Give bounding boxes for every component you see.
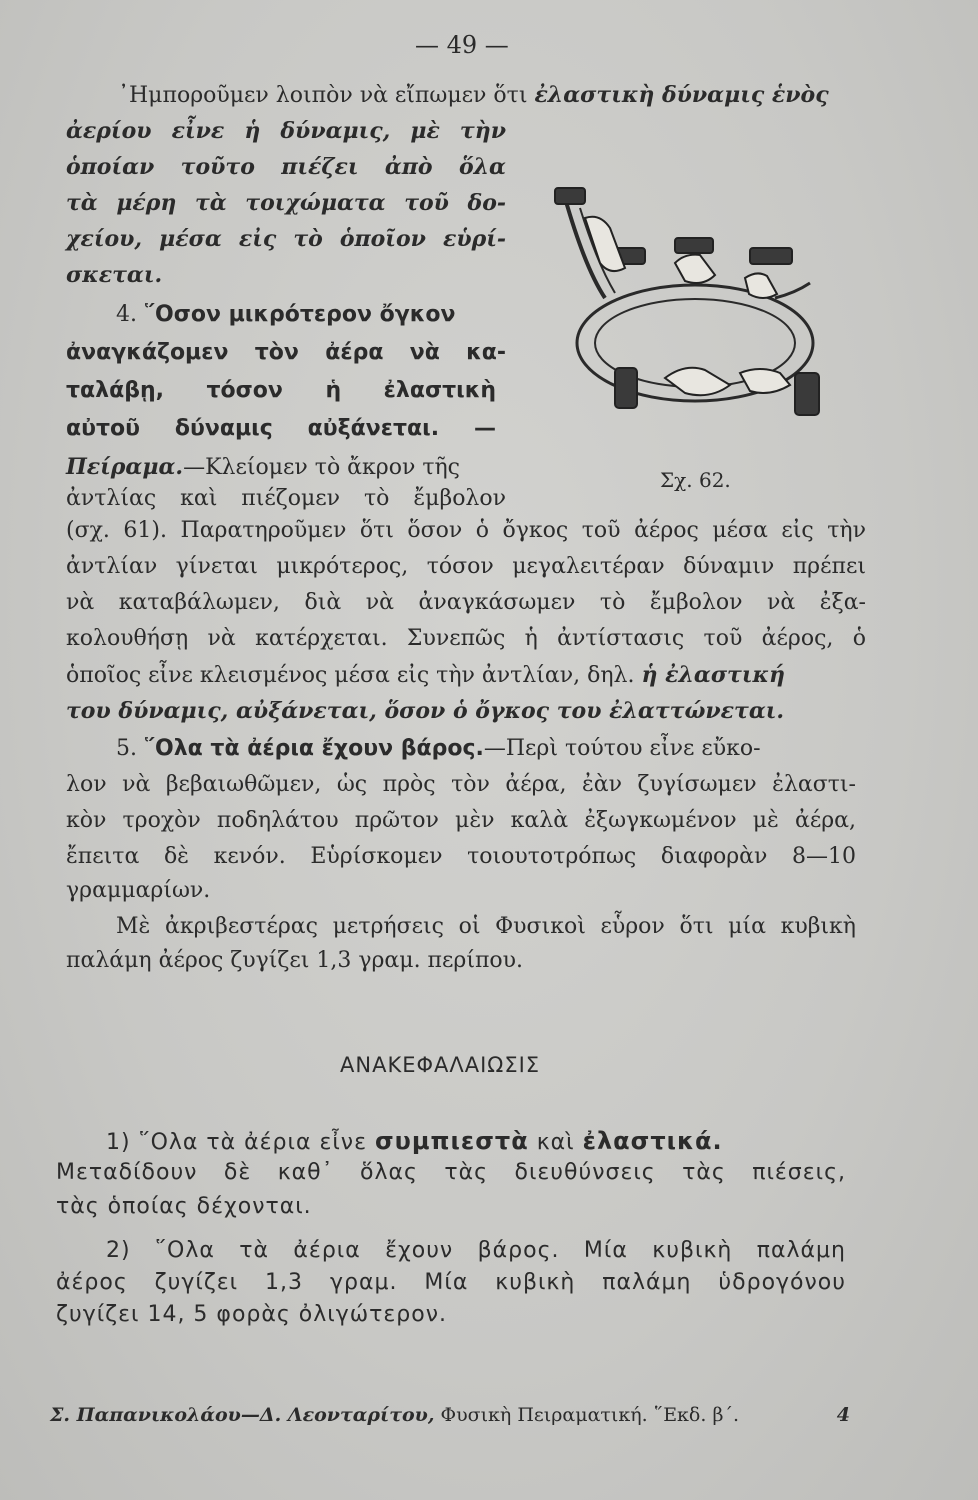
paragraph-line: ἀερίου εἶνε ἡ δύναμις, μὲ τὴν [66, 118, 506, 144]
paragraph-line: ὁποίαν τοῦτο πιέζει ἀπὸ ὅλα [66, 154, 506, 180]
figure-caption: Σχ. 62. [660, 468, 731, 492]
summary-line: ἀέρος ζυγίζει 1,3 γραμ. Μία κυβικὴ παλάμη ὑδρογόνου [56, 1270, 846, 1295]
section-heading-line: αὐτοῦ δύναμις αὐξάνεται. — [66, 416, 496, 441]
page-number: — 49 — [415, 31, 509, 59]
paragraph-line: (σχ. 61). Παρατηροῦμεν ὅτι ὅσον ὁ ὄγκος τοῦ ἀέρος μέσα εἰς τὴν [66, 518, 866, 543]
emphasis-text: του δύναμις, αὐξάνεται, ὅσον ὁ ὄγκος του ἐλαττώνεται. [66, 698, 785, 724]
emphasis-text: ἐλαστικὴ δύναμις ἑνὸς [534, 82, 829, 108]
summary-line: Μεταδίδουν δὲ καθ᾿ ὅλας τὰς διευθύνσεις τὰς πιέσεις, [56, 1160, 846, 1185]
paragraph-line: τὰ μέρη τὰ τοιχώματα τοῦ δο- [66, 190, 506, 216]
summary-item-2: 2) ῞Ολα τὰ ἀέρια ἔχουν βάρος. Μία κυβικὴ παλάμη [106, 1238, 846, 1263]
section-heading-4: 4. ῞Οσον μικρότερον ὄγκον [116, 302, 456, 327]
section-heading-line: ἀναγκάζομεν τὸν ἀέρα νὰ κα- [66, 340, 506, 365]
bicycle-tire-with-hands-icon [545, 168, 855, 458]
paragraph-line: παλάμη ἀέρος ζυγίζει 1,3 γραμ. περίπου. [66, 948, 524, 973]
paragraph-line: γραμμαρίων. [66, 878, 211, 903]
paragraph-line: ὁποῖος εἶνε κλεισμένος μέσα εἰς τὴν ἀντλίαν, δηλ. ἡ ἐλαστική [66, 662, 785, 688]
paragraph-line: χείου, μέσα εἰς τὸ ὁποῖον εὑρί- [66, 226, 506, 252]
emphasis-text: ἐλαστικά. [582, 1127, 723, 1155]
footer-authors: Σ. Παπανικολάου—Δ. Λεονταρίτου, [50, 1404, 435, 1426]
paragraph-line: λον νὰ βεβαιωθῶμεν, ὡς πρὸς τὸν ἀέρα, ἐὰν ζυγίσωμεν ἐλαστι- [66, 772, 856, 797]
emphasis-text: ἡ ἐλαστική [641, 662, 785, 688]
paragraph-line: ἀντλίας καὶ πιέζομεν τὸ ἔμβολον [66, 486, 506, 511]
experiment-label: Πείραμα. [66, 454, 184, 480]
summary-item-1: 1) ῞Ολα τὰ ἀέρια εἶνε συμπιεστὰ καὶ ἐλαστικά. [106, 1127, 723, 1155]
section-heading-5: 5. ῞Ολα τὰ ἀέρια ἔχουν βάρος.—Περὶ τούτου εἶνε εὔκο- [116, 736, 761, 761]
section-heading-line: ταλάβῃ, τόσον ἡ ἐλαστικὴ [66, 378, 496, 403]
footer-title: Φυσικὴ Πειραματική. ῞Εκδ. β΄. [434, 1404, 739, 1426]
paragraph-line: σκεται. [66, 262, 163, 288]
paragraph-line: ἔπειτα δὲ κενόν. Εὑρίσκομεν τοιουτοτρόπως διαφορὰν 8—10 [66, 844, 856, 869]
paragraph-line: κὸν τροχὸν ποδηλάτου πρῶτον μὲν καλὰ ἐξωγκωμένον μὲ ἀέρα, [66, 808, 856, 833]
paragraph-line: ἀντλίαν γίνεται μικρότερος, τόσον μεγαλειτέραν δύναμιν πρέπει [66, 554, 866, 579]
experiment-line: Πείραμα.—Κλείομεν τὸ ἄκρον τῆς [66, 454, 461, 480]
paragraph-line: κολουθήσῃ νὰ κατέρχεται. Συνεπῶς ἡ ἀντίστασις τοῦ ἀέρος, ὁ [66, 626, 866, 651]
paragraph-line: ᾿Ημποροῦμεν λοιπὸν νὰ εἴπωμεν ὅτι ἐλαστικὴ δύναμις ἑνὸς [118, 82, 829, 108]
summary-heading: ΑΝΑΚΕΦΑΛΑΙΩΣΙΣ [340, 1053, 541, 1077]
paragraph-line: νὰ καταβάλωμεν, διὰ νὰ ἀναγκάσωμεν τὸ ἔμβολον νὰ ἐξα- [66, 590, 866, 615]
signature-number: 4 [836, 1404, 850, 1426]
summary-line: τὰς ὁποίας δέχονται. [56, 1194, 312, 1219]
emphasis-text: συμπιεστὰ [374, 1127, 529, 1155]
section-number: 4. [116, 302, 137, 327]
section-number: 5. [116, 736, 137, 761]
paragraph-line: Μὲ ἀκριβεστέρας μετρήσεις οἱ Φυσικοὶ εὗρον ὅτι μία κυβικὴ [116, 914, 856, 939]
summary-line: ζυγίζει 14, 5 φορὰς ὀλιγώτερον. [56, 1302, 447, 1327]
footer [50, 1400, 850, 1430]
